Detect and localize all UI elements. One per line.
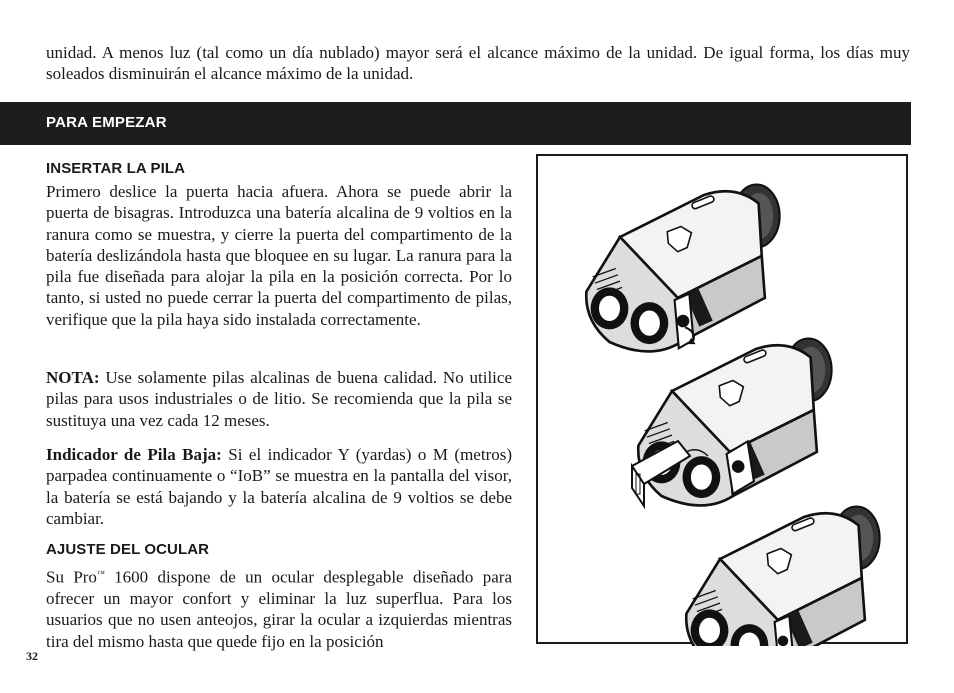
section-banner bbox=[0, 102, 911, 145]
low-battery-text: Si el indicador Y (yardas) o M (metros) parpadea continuamente o “IoB” se muestra en la pantalla del visor, la batería se está bajando y la batería alcalina de 9 voltios se debe cambiar. bbox=[46, 445, 513, 528]
note-paragraph bbox=[46, 367, 512, 431]
intro-paragraph: unidad. A menos luz (tal como un día nublado) mayor será el alcance máximo de la unidad. De igual forma, los días muy soleados disminuirán el alcance máximo de la unidad. bbox=[46, 43, 910, 84]
note-label: NOTA: bbox=[46, 368, 100, 387]
low-battery-label: Indicador de Pila Baja: bbox=[46, 445, 222, 464]
rangefinder-door-open-icon bbox=[586, 185, 779, 352]
rangefinder-door-closed-icon bbox=[686, 507, 879, 647]
rangefinder-battery-insert-icon bbox=[638, 339, 831, 506]
trademark-symbol: ™ bbox=[96, 569, 105, 578]
battery-illustration bbox=[536, 154, 908, 644]
battery-paragraph: Primero deslice la puerta hacia afuera. Ahora se puede abrir la puerta de bisagras. Introduzca una batería alcalina de 9 voltios en la ranura como se muestra, y cierre la puerta del compartimento de la batería deslizándola hasta que bloquee en su lugar. La ranura para la pila fue diseñada para alojar la pila en la posición correcta. Por lo tanto, si usted no puede cerrar la puerta del compartimento de pilas, verifique que la pila haya sido instalada correctamente. bbox=[46, 182, 512, 329]
eyepiece-text-rest: 1600 dispone de un ocular desplegable diseñado para ofrecer un mayor confort y eliminar la luz superflua. Para los usuarios que no usen anteojos, girar la ocular a izquierdas mientras tira del mismo hasta que quede fijo en la posición bbox=[46, 567, 512, 651]
note-text: Use solamente pilas alcalinas de buena calidad. No utilice pilas para usos industriales o de litio. Se recomienda que la pila se sustituya una vez cada 12 meses. bbox=[46, 368, 512, 430]
eyepiece-paragraph bbox=[46, 563, 512, 652]
low-battery-paragraph bbox=[46, 444, 512, 529]
battery-heading: INSERTAR LA PILA bbox=[46, 160, 186, 177]
page-number: 32 bbox=[26, 649, 38, 663]
eyepiece-text-start: Su Pro bbox=[46, 567, 97, 587]
section-title: PARA EMPEZAR bbox=[46, 114, 167, 131]
eyepiece-heading: AJUSTE DEL OCULAR bbox=[46, 541, 210, 558]
rangefinder-illustrations-svg bbox=[538, 156, 910, 646]
